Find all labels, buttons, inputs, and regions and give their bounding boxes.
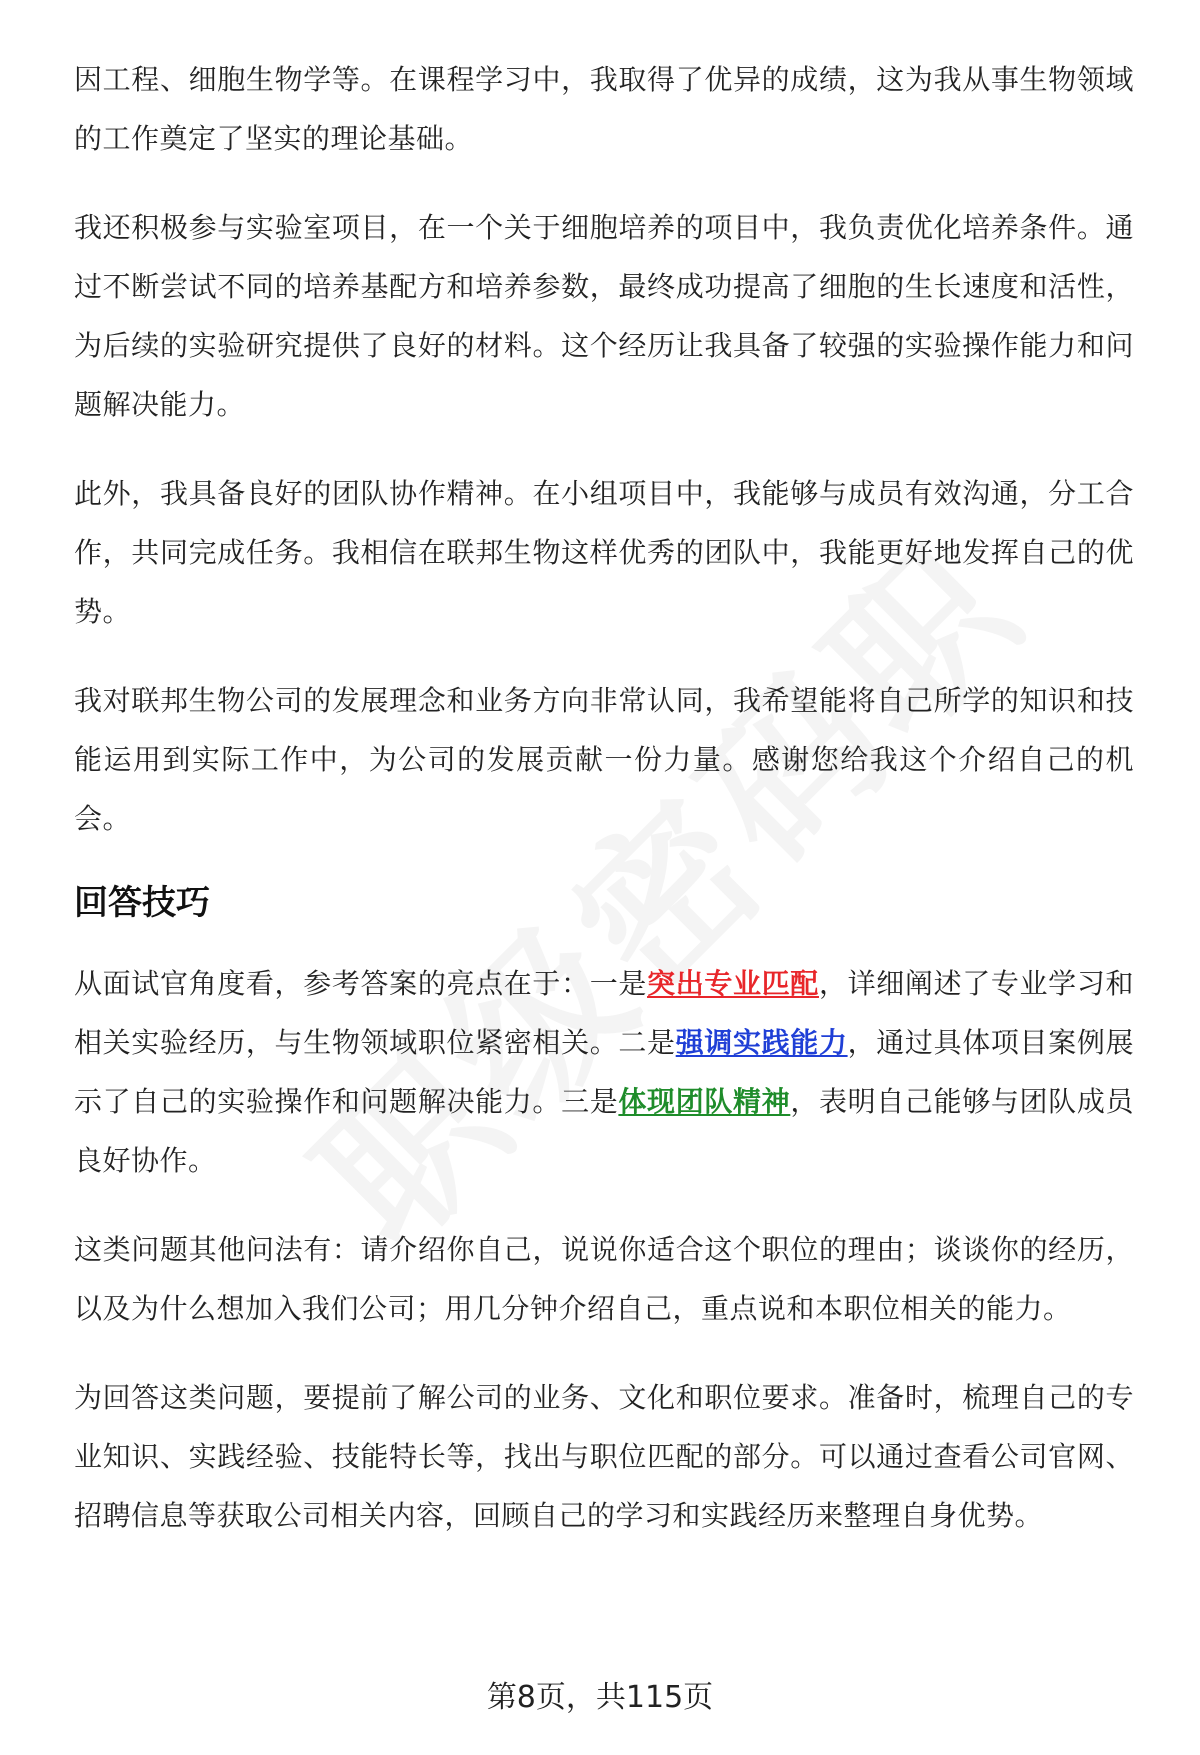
tips-text-2: ，详细阐述了专业学习和相关实验经历，与生物领域职位紧密相关。二是	[74, 967, 1134, 1059]
highlight-practical-ability: 强调实践能力	[675, 1026, 848, 1059]
document-body	[74, 50, 1134, 1575]
paragraph-teamwork: 此外，我具备良好的团队协作精神。在小组项目中，我能够与成员有效沟通，分工合作，共同完成任务。我相信在联邦生物这样优秀的团队中，我能更好地发挥自己的优势。	[74, 477, 1134, 628]
paragraph-lab-project: 我还积极参与实验室项目，在一个关于细胞培养的项目中，我负责优化培养条件。通过不断尝试不同的培养基配方和培养参数，最终成功提高了细胞的生长速度和活性，为后续的实验研究提供了良好的材料。这个经历让我具备了较强的实验操作能力和问题解决能力。	[74, 211, 1134, 421]
tips-text-1: 从面试官角度看，参考答案的亮点在于：一是	[74, 967, 648, 1000]
page-number-footer: 第8页，共115页	[486, 1680, 714, 1715]
highlight-team-spirit: 体现团队精神	[618, 1085, 791, 1118]
tips-text-3: ，通过具体项目案例展示了自己的实验操作和问题解决能力。三是	[74, 1026, 1134, 1118]
tips-text-4: ，表明自己能够与团队成员良好协作。	[74, 1085, 1134, 1177]
paragraph-alternative-questions: 这类问题其他问法有：请介绍你自己，说说你适合这个职位的理由；谈谈你的经历，以及为什么想加入我们公司；用几分钟介绍自己，重点说和本职位相关的能力。	[74, 1233, 1134, 1325]
paragraph-company-fit: 我对联邦生物公司的发展理念和业务方向非常认同，我希望能将自己所学的知识和技能运用到实际工作中，为公司的发展贡献一份力量。感谢您给我这个介绍自己的机会。	[74, 684, 1134, 835]
paragraph-tips	[74, 954, 1134, 1190]
paragraph-preparation: 为回答这类问题，要提前了解公司的业务、文化和职位要求。准备时，梳理自己的专业知识、实践经验、技能特长等，找出与职位匹配的部分。可以通过查看公司官网、招聘信息等获取公司相关内容，回顾自己的学习和实践经历来整理自身优势。	[74, 1381, 1134, 1532]
paragraph-education: 因工程、细胞生物学等。在课程学习中，我取得了优异的成绩，这为我从事生物领域的工作奠定了坚实的理论基础。	[74, 63, 1134, 155]
section-title: 回答技巧	[74, 883, 210, 923]
highlight-professional-match: 突出专业匹配	[647, 967, 819, 1000]
